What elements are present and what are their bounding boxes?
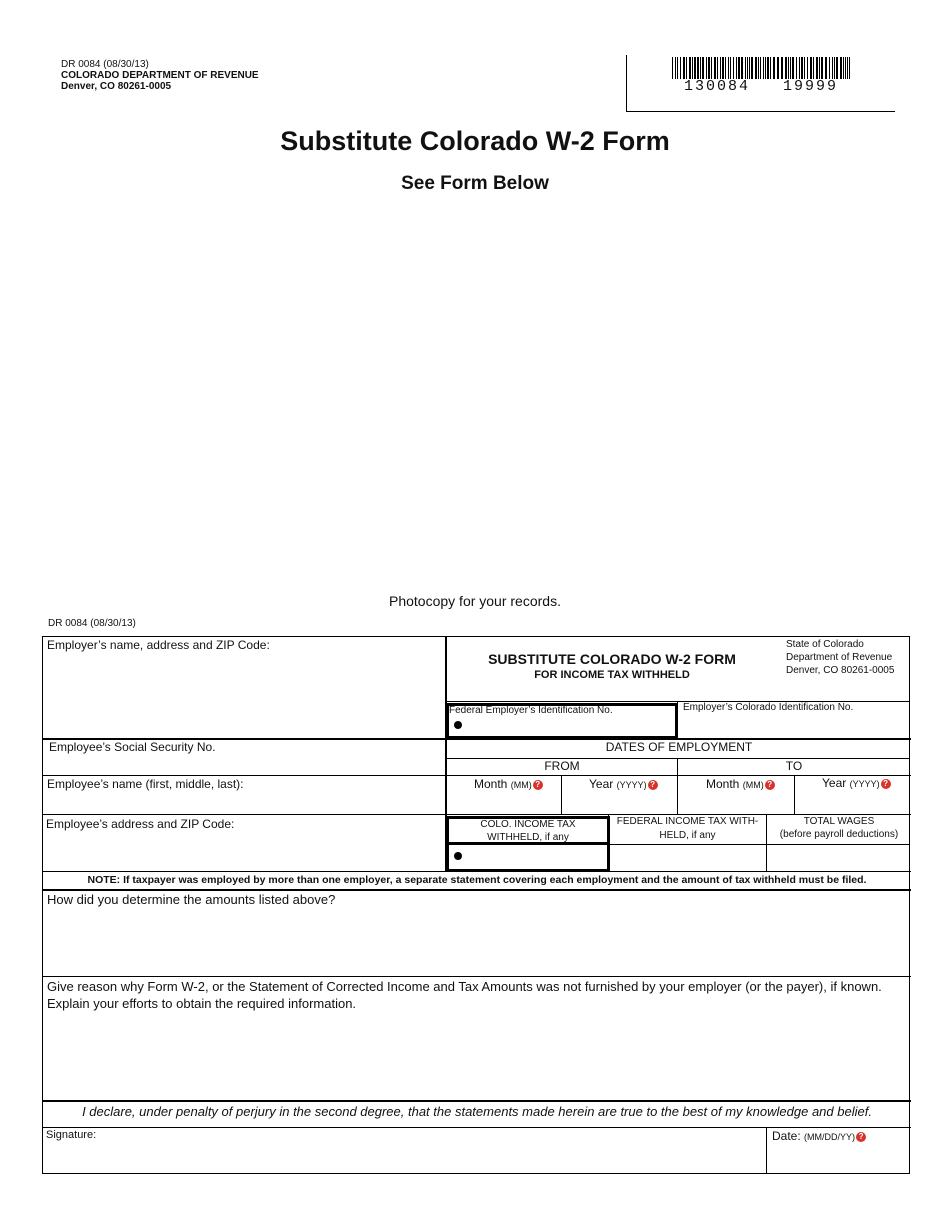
date-format: (MM/DD/YY) xyxy=(804,1132,856,1142)
dates-label: DATES OF EMPLOYMENT xyxy=(605,740,753,754)
help-icon[interactable]: ? xyxy=(648,780,658,790)
divider xyxy=(43,1100,911,1102)
barcode-icon xyxy=(672,57,852,79)
employee-address-label: Employee’s address and ZIP Code: xyxy=(46,817,235,831)
month-label: Month xyxy=(474,777,508,791)
year-label: Year xyxy=(822,776,847,790)
help-icon[interactable]: ? xyxy=(533,780,543,790)
colo-tax-label xyxy=(448,818,608,844)
multi-employer-note: NOTE: If taxpayer was employed by more than one employer, a separate statement covering each employment and the amount of tax withheld must be filed. xyxy=(87,874,867,886)
month-format: (MM) xyxy=(510,780,532,790)
page-subtitle: See Form Below xyxy=(401,173,549,194)
form-subheading: FOR INCOME TAX WITHHELD xyxy=(534,669,690,681)
how-determined-label: How did you determine the amounts listed above? xyxy=(47,892,336,907)
help-icon[interactable]: ? xyxy=(881,779,891,789)
divider xyxy=(43,775,911,776)
declaration: I declare, under penalty of perjury in the second degree, that the statements made herein are true to the best of my knowledge and belief. xyxy=(82,1104,872,1119)
form-code: DR 0084 (08/30/13) xyxy=(61,59,149,70)
form-header xyxy=(61,59,259,92)
to-label: TO xyxy=(785,759,803,773)
fed-tax-line-2: HELD, if any xyxy=(659,830,716,841)
month-label: Month xyxy=(706,777,740,791)
fed-tax-line-1: FEDERAL INCOME TAX WITH- xyxy=(616,816,759,827)
form-code-2: DR 0084 (08/30/13) xyxy=(48,618,136,629)
help-icon[interactable]: ? xyxy=(856,1132,866,1142)
help-icon[interactable]: ? xyxy=(765,780,775,790)
divider xyxy=(43,1127,911,1128)
date-label: Date: xyxy=(772,1129,801,1143)
to-year[interactable] xyxy=(822,776,891,791)
reason-label: Give reason why Form W-2, or the Statement of Corrected Income and Tax Amounts was not furnished by your employer (or the payer), if known. Explain your efforts to obtain the required information. xyxy=(47,979,882,1011)
wages-label xyxy=(767,815,911,841)
page-title: Substitute Colorado W-2 Form xyxy=(280,126,670,156)
fein-label: Federal Employer’s Identification No. xyxy=(449,705,613,716)
year-format: (YYYY) xyxy=(616,780,647,790)
year-label: Year xyxy=(589,777,614,791)
bullet-icon xyxy=(454,852,462,860)
from-year[interactable] xyxy=(589,777,658,792)
from-month[interactable] xyxy=(474,777,543,792)
state-line-2: Department of Revenue xyxy=(786,652,893,663)
employer-name-field[interactable] xyxy=(47,649,443,735)
colo-tax-line-2: WITHHELD, if any xyxy=(487,832,569,843)
department-name: COLORADO DEPARTMENT OF REVENUE xyxy=(61,70,259,81)
department-address: Denver, CO 80261-0005 xyxy=(61,81,172,92)
from-label: FROM xyxy=(544,759,580,773)
divider xyxy=(43,976,911,977)
form-heading: SUBSTITUTE COLORADO W-2 FORM xyxy=(488,651,736,667)
colo-tax-line-1: COLO. INCOME TAX xyxy=(480,819,576,830)
employee-name-label: Employee’s name (first, middle, last): xyxy=(47,777,244,791)
to-month[interactable] xyxy=(706,777,775,792)
divider xyxy=(608,844,910,845)
state-address xyxy=(786,638,894,677)
bullet-icon xyxy=(454,721,462,729)
wages-line-1: TOTAL WAGES xyxy=(803,816,875,827)
divider xyxy=(561,775,562,815)
employer-name-label: Employer’s name, address and ZIP Code: xyxy=(47,638,270,652)
divider xyxy=(43,889,911,891)
colorado-id-label: Employer’s Colorado Identification No. xyxy=(683,702,854,713)
wages-line-2: (before payroll deductions) xyxy=(779,829,899,840)
state-line-1: State of Colorado xyxy=(786,639,864,650)
date-field[interactable] xyxy=(772,1129,866,1144)
barcode-number: 130084 19999 xyxy=(684,78,839,95)
month-format: (MM) xyxy=(742,780,764,790)
divider xyxy=(794,775,795,815)
divider xyxy=(766,1127,767,1174)
w2-form xyxy=(42,636,910,1174)
year-format: (YYYY) xyxy=(849,779,880,789)
photocopy-note: Photocopy for your records. xyxy=(389,593,561,609)
ssn-label: Employee’s Social Security No. xyxy=(49,740,216,754)
signature-label: Signature: xyxy=(46,1129,97,1141)
fed-tax-label xyxy=(609,815,766,843)
state-line-3: Denver, CO 80261-0005 xyxy=(786,665,895,676)
